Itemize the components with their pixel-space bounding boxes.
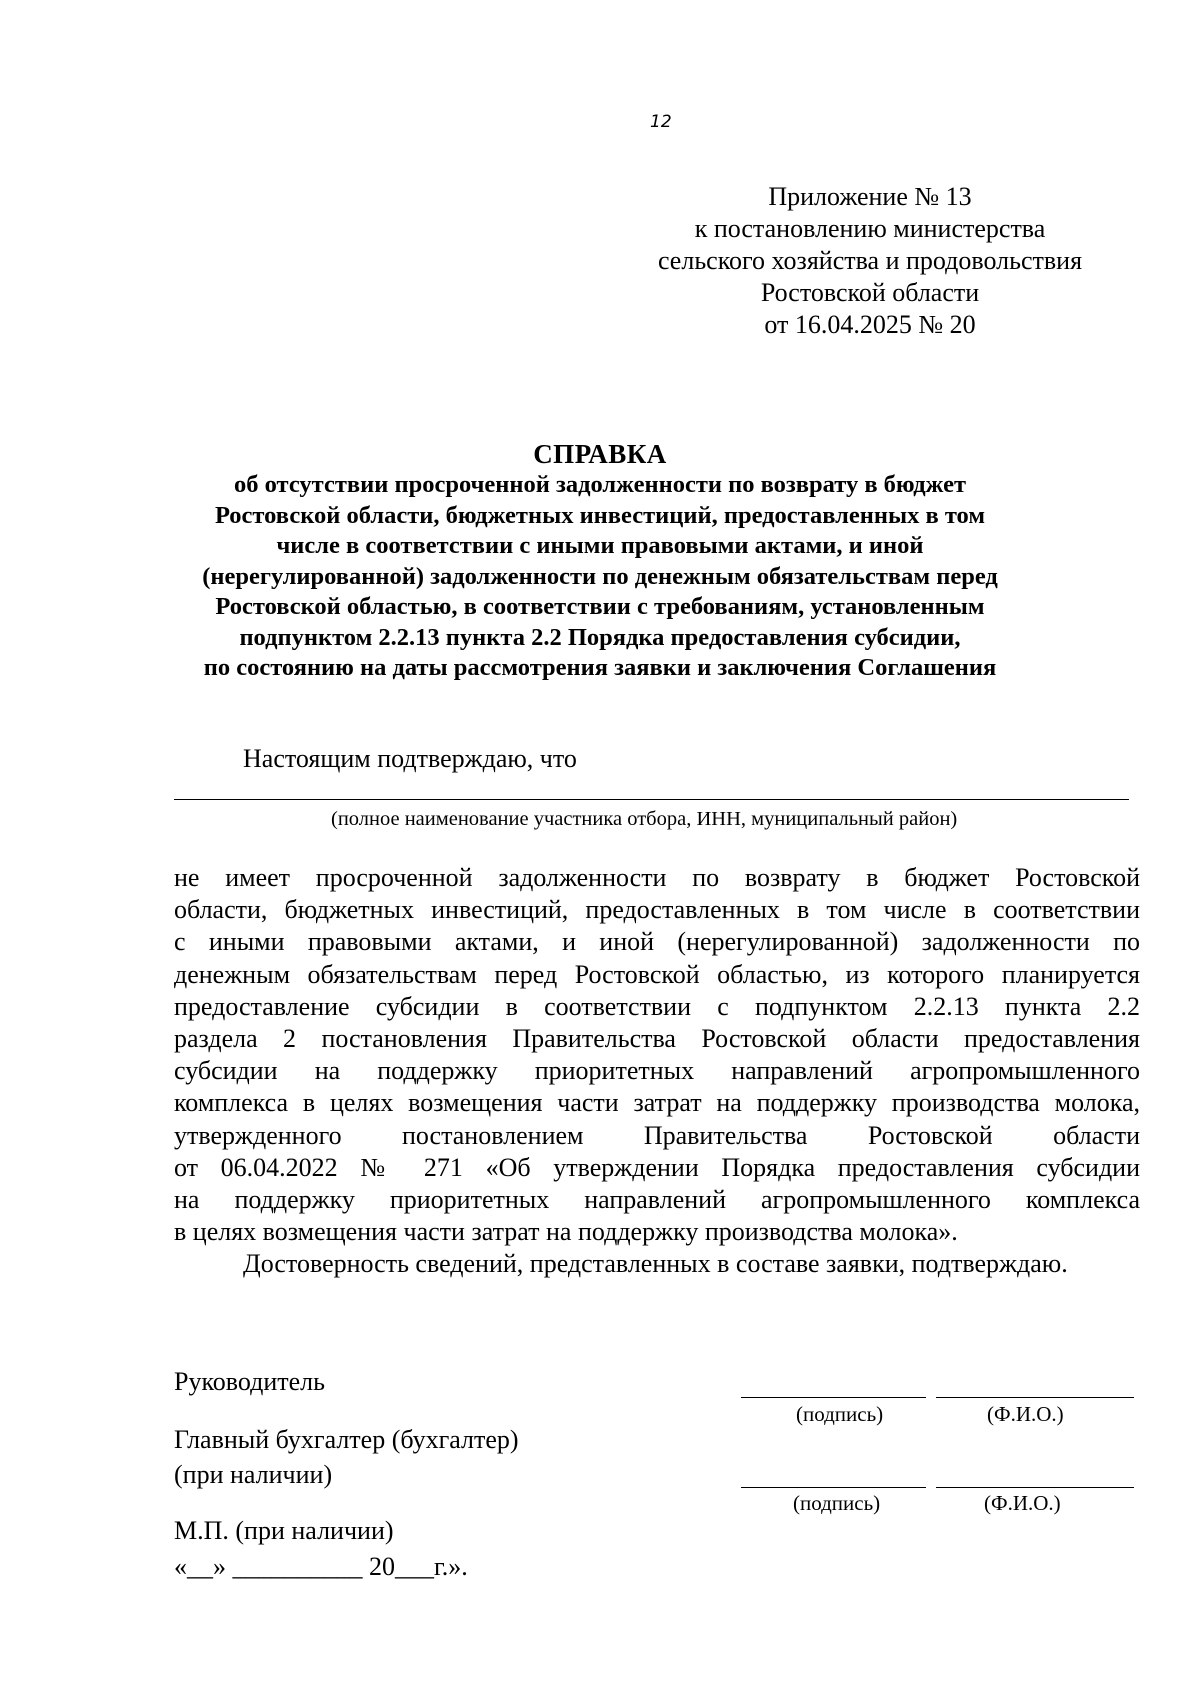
head-name-blank[interactable] bbox=[936, 1397, 1134, 1398]
body-line: раздела 2 постановления Правительства Ростовской области предоставления bbox=[174, 1023, 1140, 1053]
body-line: от 06.04.2022 № 271 «Об утверждении Порядка предоставления субсидии bbox=[174, 1152, 1140, 1182]
body-line: на поддержку приоритетных направлений агропромышленного комплекса bbox=[174, 1184, 1140, 1214]
body-line: не имеет просроченной задолженности по возврату в бюджет Ростовской bbox=[174, 863, 1140, 892]
appendix-line: к постановлению министерства bbox=[694, 214, 1046, 243]
seal-label: М.П. (при наличии) bbox=[174, 1516, 394, 1545]
body-line: денежным обязательствам перед Ростовской областью, из которого планируется bbox=[174, 959, 1140, 989]
accountant-label: Главный бухгалтер (бухгалтер) bbox=[174, 1425, 519, 1454]
head-label: Руководитель bbox=[174, 1367, 325, 1396]
accountant-signature-blank[interactable] bbox=[741, 1487, 926, 1488]
head-signature-blank[interactable] bbox=[741, 1397, 926, 1398]
accountant-name-blank[interactable] bbox=[936, 1487, 1134, 1488]
appendix-line: от 16.04.2025 № 20 bbox=[764, 310, 976, 339]
accountant-note: (при наличии) bbox=[174, 1460, 333, 1489]
title-line: об отсутствии просроченной задолженности по возврату в бюджет bbox=[233, 471, 967, 498]
participant-name-blank[interactable] bbox=[174, 799, 1129, 800]
head-signature-caption: (подпись) bbox=[796, 1402, 884, 1426]
appendix-line: Приложение № 13 bbox=[768, 182, 972, 211]
body-line: области, бюджетных инвестиций, предоставленных в том числе в соответствии bbox=[174, 895, 1140, 925]
appendix-line: сельского хозяйства и продовольствия bbox=[657, 246, 1083, 275]
title-line: подпунктом 2.2.13 пункта 2.2 Порядка предоставления субсидии, bbox=[239, 623, 961, 651]
title-line: числе в соответствии с иными правовыми актами, и иной bbox=[276, 532, 924, 559]
head-name-caption: (Ф.И.О.) bbox=[987, 1402, 1064, 1426]
date-line: «__» __________ 20___г.». bbox=[174, 1552, 468, 1581]
title-line: по состоянию на даты рассмотрения заявки и заключения Соглашения bbox=[203, 654, 997, 681]
reliability-statement: Достоверность сведений, представленных в составе заявки, подтверждаю. bbox=[243, 1249, 1068, 1279]
accountant-name-caption: (Ф.И.О.) bbox=[984, 1491, 1061, 1515]
appendix-line: Ростовской области bbox=[760, 278, 980, 307]
title-line: Ростовской области, бюджетных инвестиций, предоставленных в том bbox=[214, 501, 986, 529]
participant-name-hint: (полное наименование участника отбора, ИНН, муниципальный район) bbox=[331, 808, 958, 830]
appendix-header bbox=[640, 181, 1100, 341]
body-paragraph bbox=[174, 862, 1140, 1280]
title-line: (нерегулированной) задолженности по денежным обязательствам перед bbox=[202, 562, 998, 590]
body-line: комплекса в целях возмещения части затрат на поддержку производства молока, bbox=[174, 1088, 1140, 1118]
body-line: утвержденного постановлением Правительства Ростовской области bbox=[174, 1120, 1140, 1150]
accountant-signature-caption: (подпись) bbox=[793, 1491, 881, 1515]
title-main: СПРАВКА bbox=[533, 439, 667, 469]
body-line: предоставление субсидии в соответствии с подпунктом 2.2.13 пункта 2.2 bbox=[174, 991, 1140, 1021]
body-line: субсидии на поддержку приоритетных направлений агропромышленного bbox=[174, 1056, 1140, 1086]
title-line: Ростовской областью, в соответствии с требованиям, установленным bbox=[215, 593, 985, 620]
page-number: 12 bbox=[650, 112, 672, 132]
body-line: в целях возмещения части затрат на поддержку производства молока». bbox=[174, 1217, 958, 1247]
confirm-text: Настоящим подтверждаю, что bbox=[243, 744, 577, 773]
body-line: с иными правовыми актами, и иной (нерегулированной) задолженности по bbox=[174, 927, 1140, 957]
document-title bbox=[150, 438, 1050, 684]
